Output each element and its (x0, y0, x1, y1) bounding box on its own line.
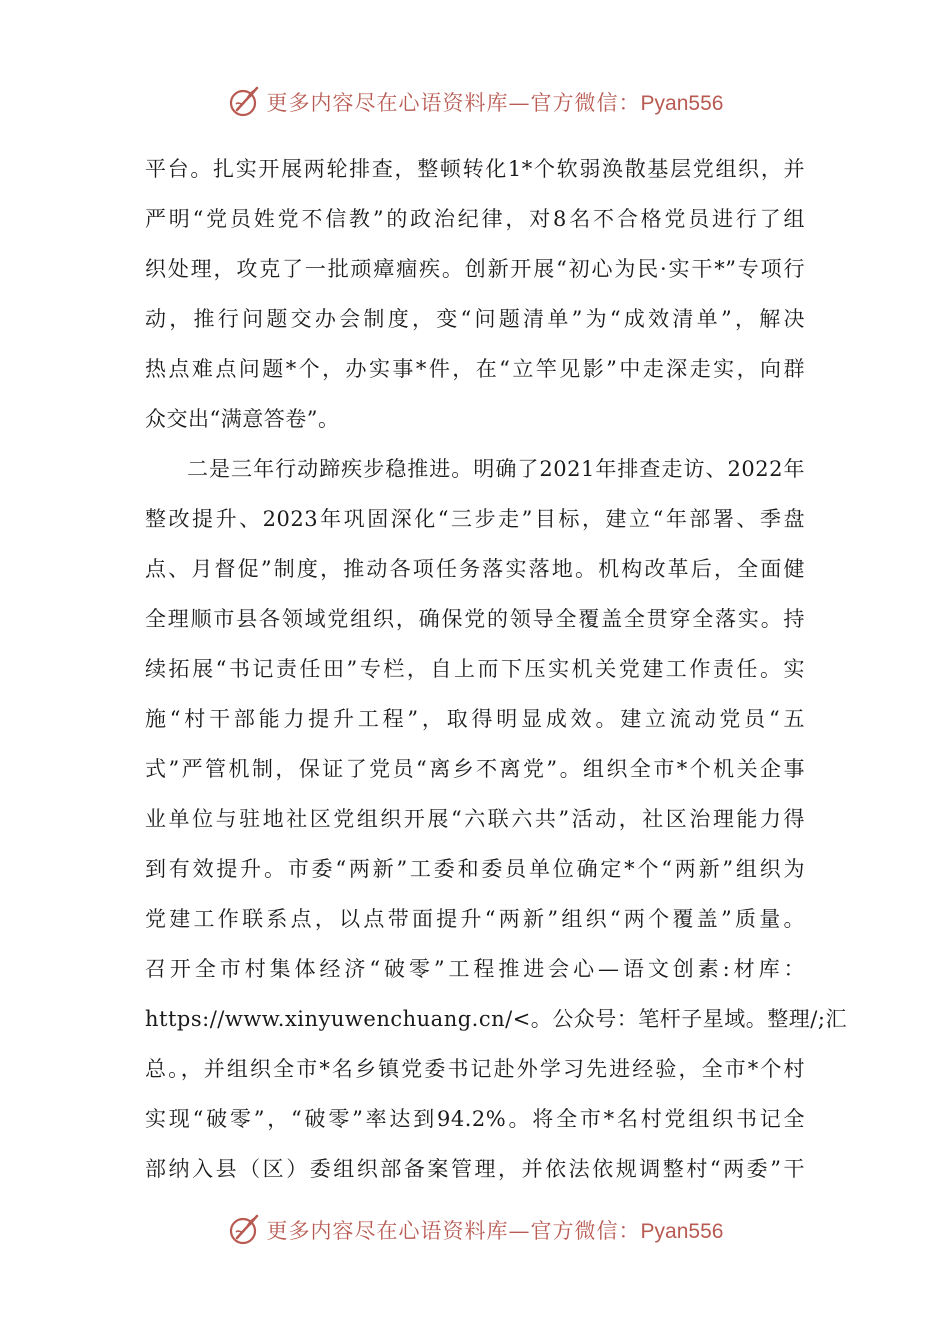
banner-brand: Pyan556 (640, 1220, 724, 1243)
text-line-8: 整改提升、2023年巩固深化“三步走”目标，建立“年部署、季盘 (145, 507, 805, 531)
text-line-7: 二是三年行动蹄疾步稳推进。明确了2021年排查走访、2022年 (187, 457, 805, 481)
text-line-17: 召开全市村集体经济“破零”工程推进会心—语文创素:材库： (145, 957, 805, 981)
text-line-21: 部纳入县（区）委组织部备案管理，并依法依规调整村“两委”干 (145, 1157, 805, 1181)
footer-watermark-banner (0, 1210, 950, 1250)
text-line-6: 众交出“满意答卷”。 (145, 407, 340, 431)
banner-brand: Pyan556 (640, 92, 724, 115)
text-line-11: 续拓展“书记责任田”专栏，自上而下压实机关党建工作责任。实 (145, 657, 805, 681)
text-line-10: 全理顺市县各领域党组织，确保党的领导全覆盖全贯穿全落实。持 (145, 607, 805, 631)
banner-text (267, 1215, 724, 1245)
text-line-4: 动，推行问题交办会制度，变“问题清单”为“成效清单”，解决 (145, 307, 805, 331)
text-line-14: 业单位与驻地社区党组织开展“六联六共”活动，社区治理能力得 (145, 807, 805, 831)
text-line-18: https://www.xinyuwenchuang.cn/<。公众号：笔杆子星域。整理/;汇 (145, 1007, 847, 1031)
quill-seal-logo-icon (227, 1212, 263, 1248)
text-line-20: 实现“破零”，“破零”率达到94.2%。将全市*名村党组织书记全 (145, 1107, 805, 1131)
text-line-9: 点、月督促”制度，推动各项任务落实落地。机构改革后，全面健 (145, 557, 805, 581)
text-line-3: 织处理，攻克了一批顽瘴痼疾。创新开展“初心为民·实干*”专项行 (145, 257, 805, 281)
header-watermark-banner (0, 82, 950, 122)
text-line-13: 式”严管机制，保证了党员“离乡不离党”。组织全市*个机关企事 (145, 757, 805, 781)
text-line-12: 施“村干部能力提升工程”，取得明显成效。建立流动党员“五 (145, 707, 805, 731)
text-line-1: 平台。扎实开展两轮排查，整顿转化1*个软弱涣散基层党组织，并 (145, 157, 805, 181)
text-line-19: 总。，并组织全市*名乡镇党委书记赴外学习先进经验，全市*个村 (145, 1057, 805, 1081)
text-line-16: 党建工作联系点，以点带面提升“两新”组织“两个覆盖”质量。 (145, 907, 805, 931)
banner-prefix: 更多内容尽在心语资料库—官方微信： (266, 91, 641, 115)
document-body (145, 144, 847, 1194)
quill-seal-logo-icon (227, 84, 263, 120)
text-line-2: 严明“党员姓党不信教”的政治纪律，对8名不合格党员进行了组 (145, 207, 805, 231)
text-line-5: 热点难点问题*个，办实事*件，在“立竿见影”中走深走实，向群 (145, 357, 805, 381)
text-line-15: 到有效提升。市委“两新”工委和委员单位确定*个“两新”组织为 (145, 857, 805, 881)
banner-prefix: 更多内容尽在心语资料库—官方微信： (266, 1219, 641, 1243)
banner-text (267, 87, 724, 117)
